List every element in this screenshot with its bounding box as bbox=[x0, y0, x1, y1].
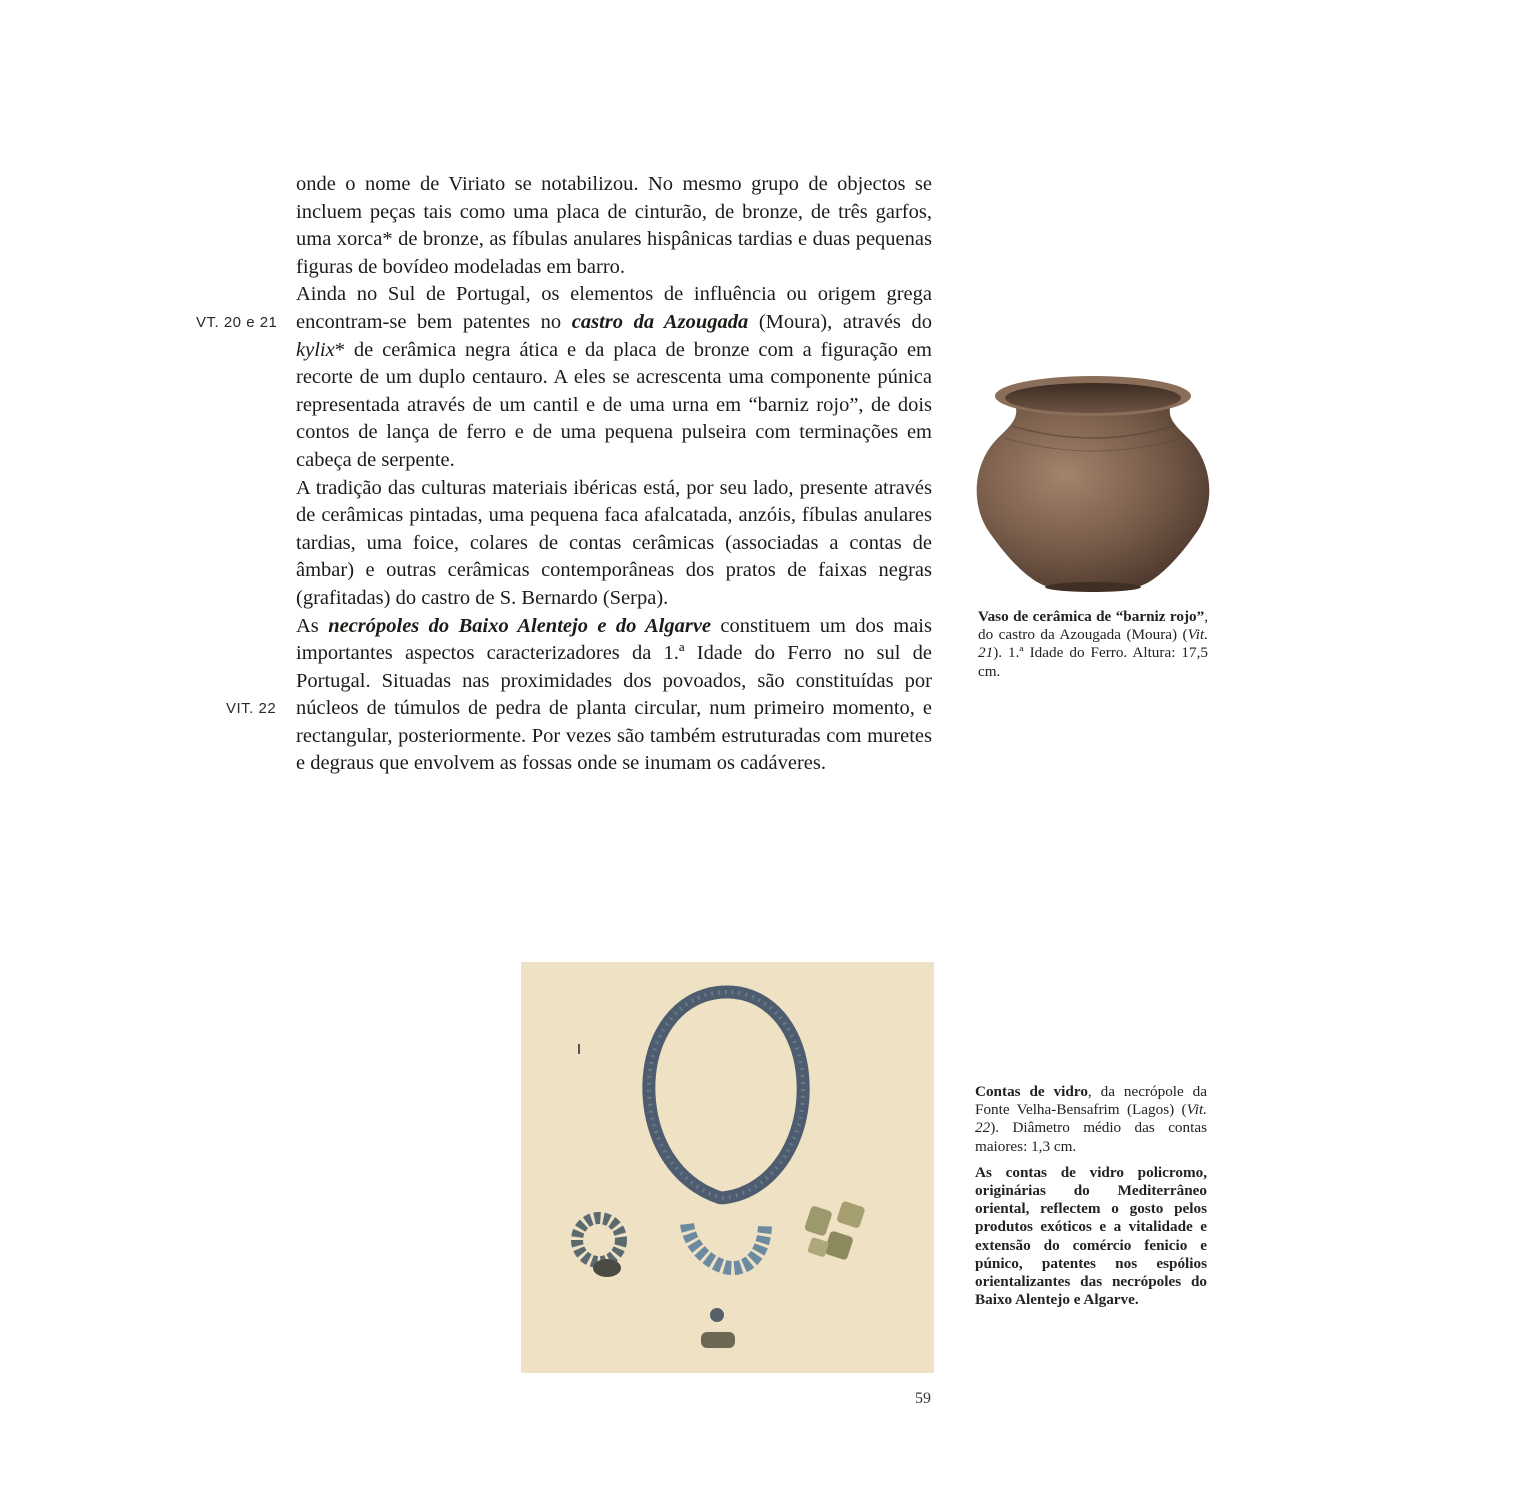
glass-beads-photo bbox=[521, 962, 934, 1373]
para2-text-c: (Moura), através do bbox=[748, 310, 932, 333]
vase-caption-ref: Vit. 21 bbox=[978, 626, 1208, 662]
kylix-term: kylix bbox=[296, 338, 335, 361]
vase-illustration bbox=[968, 368, 1218, 594]
margin-note-vit-20-21: VT. 20 e 21 bbox=[196, 314, 278, 331]
beads-caption-ref: Vit. 22 bbox=[975, 1101, 1207, 1137]
beads-caption bbox=[975, 1083, 1207, 1309]
paragraph-4 bbox=[296, 613, 932, 779]
para4-text-c: constituem um dos mais importantes aspectos caracterizadores da 1.ª Idade do Ferro no sul de Portugal. Situadas nas proximidades dos povoados, são constituídas por núcleos de túmulos de pedra de planta circular, num primeiro momento, e rectangular, posteriormente. Por vezes são também estruturadas com muretes e degraus que envolvem as fossas onde se inumam os cadáveres. bbox=[296, 614, 932, 775]
page-number: 59 bbox=[915, 1390, 931, 1407]
vase-caption-title: Vaso de cerâmica de “barniz rojo” bbox=[978, 608, 1205, 625]
necropoles-term: necrópoles do Baixo Alentejo e do Algarve bbox=[328, 614, 712, 637]
vase-caption-end: ). 1.ª Idade do Ferro. Altura: 17,5 cm. bbox=[978, 644, 1208, 680]
para2-text-e: * de cerâmica negra ática e da placa de bronze com a figuração em recorte de um duplo centauro. A eles se acrescenta uma componente púnica representada através de um cantil e de uma urna em “barniz rojo”, de dois contos de lança de ferro e de uma pequena pulseira com terminações em cabeça de serpente. bbox=[296, 338, 932, 471]
main-text-column bbox=[296, 171, 932, 778]
vase-caption-text bbox=[978, 608, 1208, 681]
beads-caption-note: As contas de vidro policromo, originárias do Mediterrâneo oriental, reflectem o gosto pelos produtos exóticos e a vitalidade e extensão do comércio fenicio e púnico, patentes nos espólios orientalizantes das necrópoles do Baixo Alentejo e Algarve. bbox=[975, 1163, 1207, 1309]
paragraph-3: A tradição das culturas materiais ibéricas está, por seu lado, presente através de cerâmicas pintadas, uma pequena faca afalcatada, anzóis, fíbulas anulares tardias, uma foice, colares de contas cerâmicas (associadas a contas de âmbar) e outras cerâmicas contemporâneas dos pratos de faixas negras (grafitadas) do castro de S. Bernardo (Serpa). bbox=[296, 476, 932, 609]
glass-beads-illustration bbox=[521, 962, 934, 1373]
paragraph-1: onde o nome de Viriato se notabilizou. No mesmo grupo de objectos se incluem peças tais como uma placa de cinturão, de bronze, de três garfos, uma xorca* de bronze, as fíbulas anulares hispânicas tardias e duas pequenas figuras de bovídeo modeladas em barro. bbox=[296, 173, 932, 278]
castro-azougada-term: castro da Azougada bbox=[571, 310, 749, 333]
vase-caption-rest: , do castro da Azougada (Moura) ( bbox=[978, 608, 1208, 644]
beads-caption-rest: , da necrópole da Fonte Velha-Bensafrim (Lagos) ( bbox=[975, 1083, 1208, 1119]
vase-caption bbox=[978, 608, 1208, 681]
beads-caption-end: ). Diâmetro médio das contas maiores: 1,3 cm. bbox=[975, 1119, 1207, 1155]
para4-text-a: As bbox=[296, 614, 329, 637]
margin-note-vit-22: VIT. 22 bbox=[226, 700, 277, 717]
para2-text-a: Ainda no Sul de Portugal, os elementos de influência ou origem grega encontram-se bem patentes no bbox=[296, 283, 932, 333]
beads-caption-text bbox=[975, 1083, 1207, 1156]
vase-photo bbox=[968, 368, 1218, 594]
paragraph-2 bbox=[296, 281, 932, 474]
beads-caption-title: Contas de vidro bbox=[975, 1083, 1088, 1100]
